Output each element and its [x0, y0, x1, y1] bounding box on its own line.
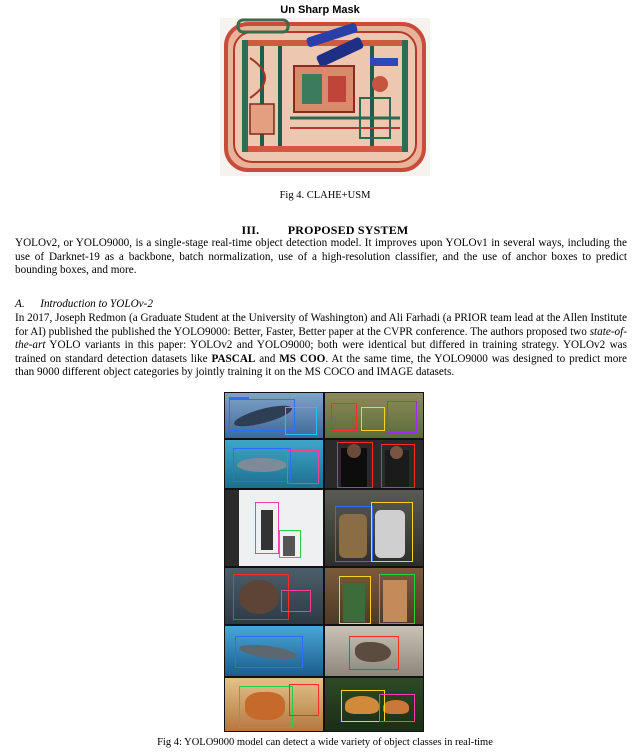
figure-top-caption: Fig 4. CLAHE+USM	[279, 190, 371, 201]
detection-mushrooms	[325, 678, 423, 731]
detection-kids	[325, 568, 423, 624]
bold-mscoo: MS COO	[279, 352, 326, 365]
subsection-label: A.	[15, 298, 25, 310]
detection-people	[325, 440, 423, 488]
italic-term: state-of-the-art	[15, 325, 627, 352]
section-title: PROPOSED SYSTEM	[287, 223, 409, 237]
detection-otter	[225, 568, 323, 624]
detection-dogs	[325, 490, 423, 566]
subsection-paragraph: In 2017, Joseph Redmon (a Graduate Student at the University of Washington) and Ali Farhadi (a PRIOR team lead at the Allen Institute for AI) published the published the YOLO9000: Better, Faster, Better paper at the CVPR conference. The authors proposed two state-of-the-art YOLO variants in this paper: YOLOv2 and YOLO9000; both were identical but differed in training strategy. YOLOv2 was trained on standard detection datasets like PASCAL and MS COO. At the same time, the YOLO9000 was designed to predict more than 9000 different object categories by jointly training it on the MS COCO and IMAGE datasets.	[15, 312, 628, 379]
detection-shark	[225, 626, 323, 676]
subsection-title: Introduction to YOLOv-2	[40, 298, 153, 310]
detection-food	[225, 678, 323, 731]
bold-pascal: PASCAL	[211, 352, 256, 365]
figure-bottom-caption: Fig 4: YOLO9000 model can detect a wide variety of object classes in real-time	[157, 737, 493, 748]
section-paragraph: YOLOv2, or YOLO9000, is a single-stage real-time object detection model. It improves upon YOLOv1 in several ways, including the use of Darknet-19 as a backbone, batch normalization, use of a high-resolution classifier, and the use of anchor boxes to predict bounding boxes, and more.	[15, 237, 627, 277]
detection-dolphin	[225, 440, 323, 488]
detection-snow-people	[225, 490, 323, 566]
section-heading	[160, 223, 490, 238]
detection-figure	[224, 392, 424, 732]
detection-animals-field	[325, 393, 423, 438]
figure-top-title: Un Sharp Mask	[280, 4, 360, 16]
section-number: III.	[241, 223, 260, 237]
detection-bird	[325, 626, 423, 676]
detection-whale	[225, 393, 323, 438]
xray-image	[220, 18, 430, 176]
subsection-heading	[15, 298, 415, 310]
